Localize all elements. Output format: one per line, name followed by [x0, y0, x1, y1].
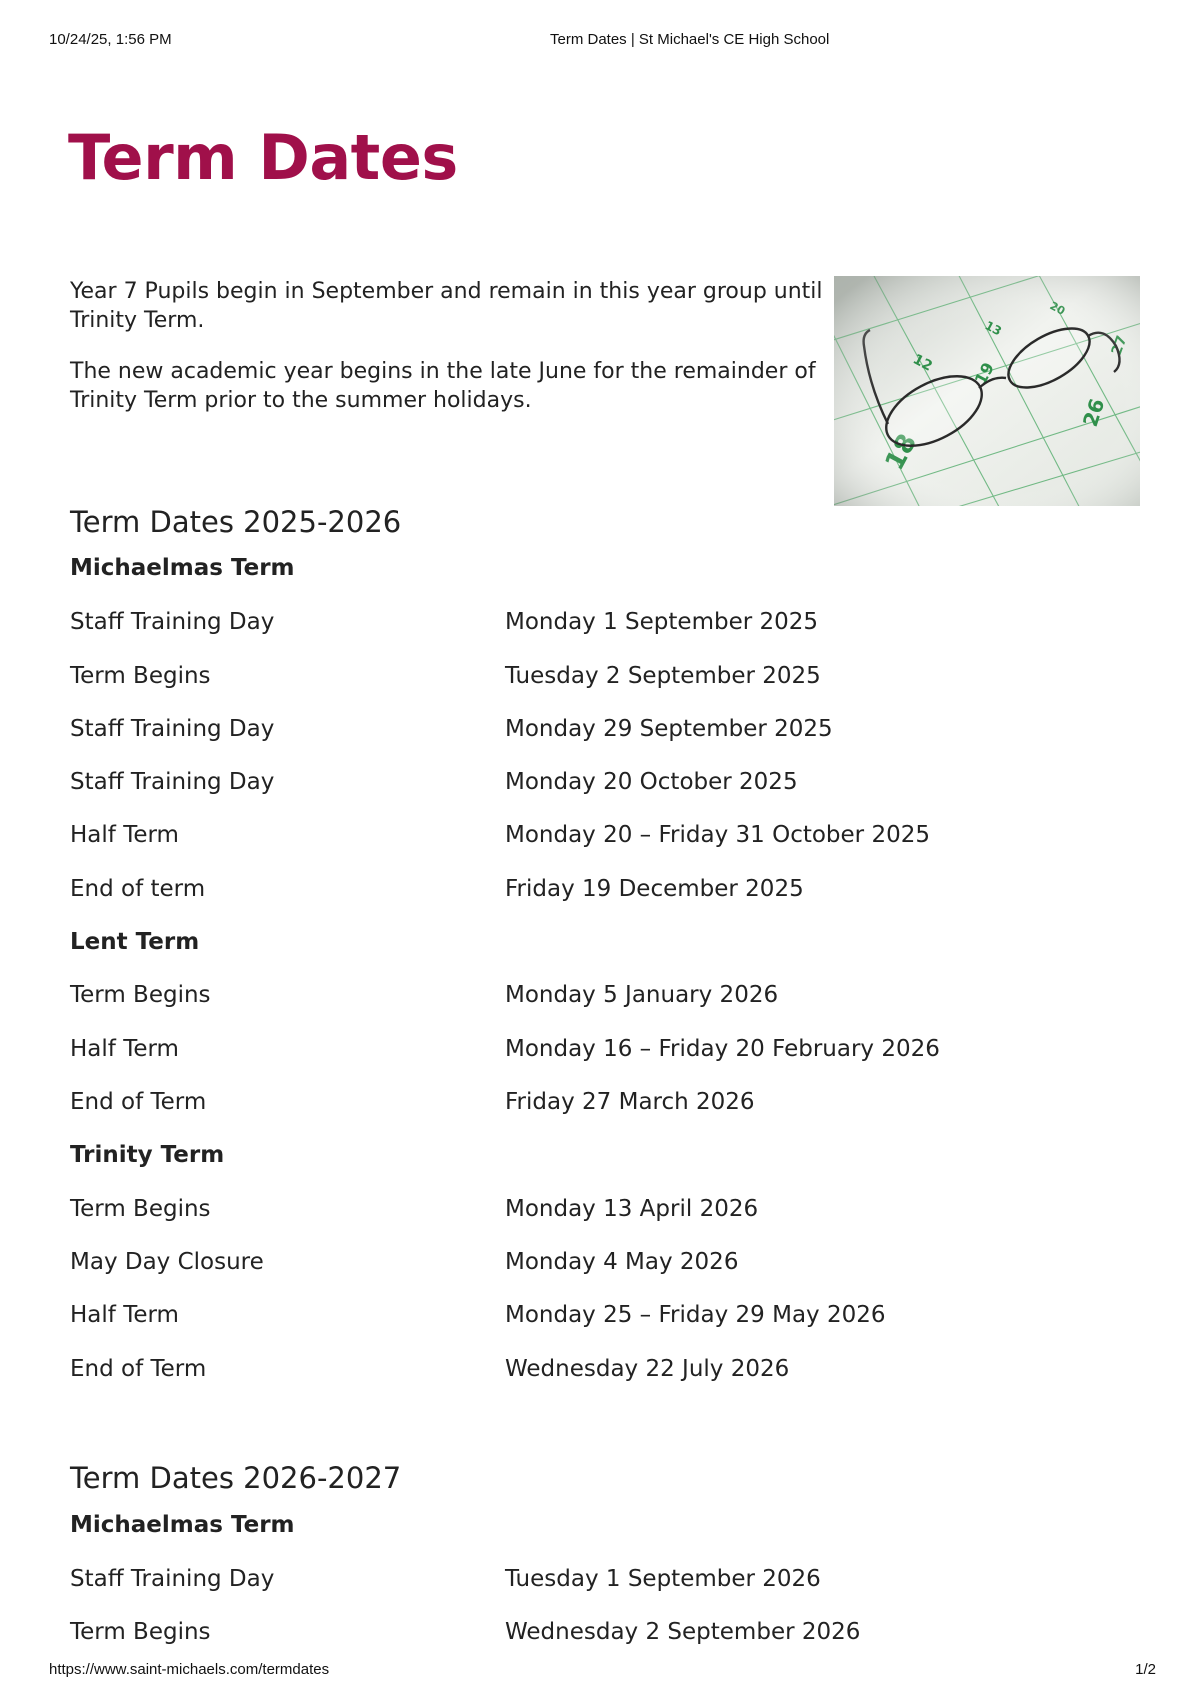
term-heading-lent-2026: Lent Term — [70, 929, 200, 955]
row-label: Term Begins — [70, 1196, 211, 1222]
row-label: End of Term — [70, 1089, 207, 1115]
row-date: Monday 5 January 2026 — [505, 982, 779, 1008]
row-label: Term Begins — [70, 1619, 211, 1645]
print-footer — [0, 1661, 1200, 1681]
row-date: Monday 25 – Friday 29 May 2026 — [505, 1302, 886, 1328]
row-label: May Day Closure — [70, 1249, 264, 1275]
term-heading-michaelmas-2025: Michaelmas Term — [70, 555, 295, 581]
row-label: End of Term — [70, 1356, 207, 1382]
calendar-photo — [834, 276, 1140, 506]
page-title: Term Dates — [68, 121, 458, 194]
print-page-title: Term Dates | St Michael's CE High School — [550, 31, 830, 48]
print-header — [0, 31, 1200, 51]
row-date: Wednesday 22 July 2026 — [505, 1356, 790, 1382]
row-label: Staff Training Day — [70, 1566, 275, 1592]
row-date: Monday 20 October 2025 — [505, 769, 798, 795]
year-heading-2025-2026: Term Dates 2025-2026 — [70, 505, 402, 539]
row-label: Staff Training Day — [70, 716, 275, 742]
term-heading-trinity-2026: Trinity Term — [70, 1142, 225, 1168]
row-date: Monday 13 April 2026 — [505, 1196, 759, 1222]
year-heading-2026-2027: Term Dates 2026-2027 — [70, 1461, 402, 1495]
print-url: https://www.saint-michaels.com/termdates — [49, 1661, 330, 1678]
row-date: Monday 1 September 2025 — [505, 609, 819, 635]
row-date: Friday 19 December 2025 — [505, 876, 804, 902]
row-label: Term Begins — [70, 663, 211, 689]
row-label: Term Begins — [70, 982, 211, 1008]
row-label: Half Term — [70, 1302, 179, 1328]
intro-text — [70, 277, 830, 437]
calendar-with-glasses-icon — [834, 276, 1140, 506]
row-date: Friday 27 March 2026 — [505, 1089, 755, 1115]
row-date: Wednesday 2 September 2026 — [505, 1619, 861, 1645]
row-label: Staff Training Day — [70, 609, 275, 635]
row-date: Monday 20 – Friday 31 October 2025 — [505, 822, 930, 848]
row-date: Monday 29 September 2025 — [505, 716, 833, 742]
row-date: Tuesday 1 September 2026 — [505, 1566, 821, 1592]
row-date: Tuesday 2 September 2025 — [505, 663, 821, 689]
row-date: Monday 16 – Friday 20 February 2026 — [505, 1036, 940, 1062]
row-label: Half Term — [70, 1036, 179, 1062]
row-label: End of term — [70, 876, 206, 902]
row-label: Half Term — [70, 822, 179, 848]
row-date: Monday 4 May 2026 — [505, 1249, 739, 1275]
print-page-number: 1/2 — [1135, 1661, 1156, 1678]
row-label: Staff Training Day — [70, 769, 275, 795]
intro-paragraph-1: Year 7 Pupils begin in September and remain in this year group until Trinity Term. — [70, 279, 823, 333]
print-datetime: 10/24/25, 1:56 PM — [49, 31, 172, 48]
intro-paragraph-2: The new academic year begins in the late June for the remainder of Trinity Term prior to the summer holidays. — [70, 359, 816, 413]
term-heading-michaelmas-2026: Michaelmas Term — [70, 1512, 295, 1538]
